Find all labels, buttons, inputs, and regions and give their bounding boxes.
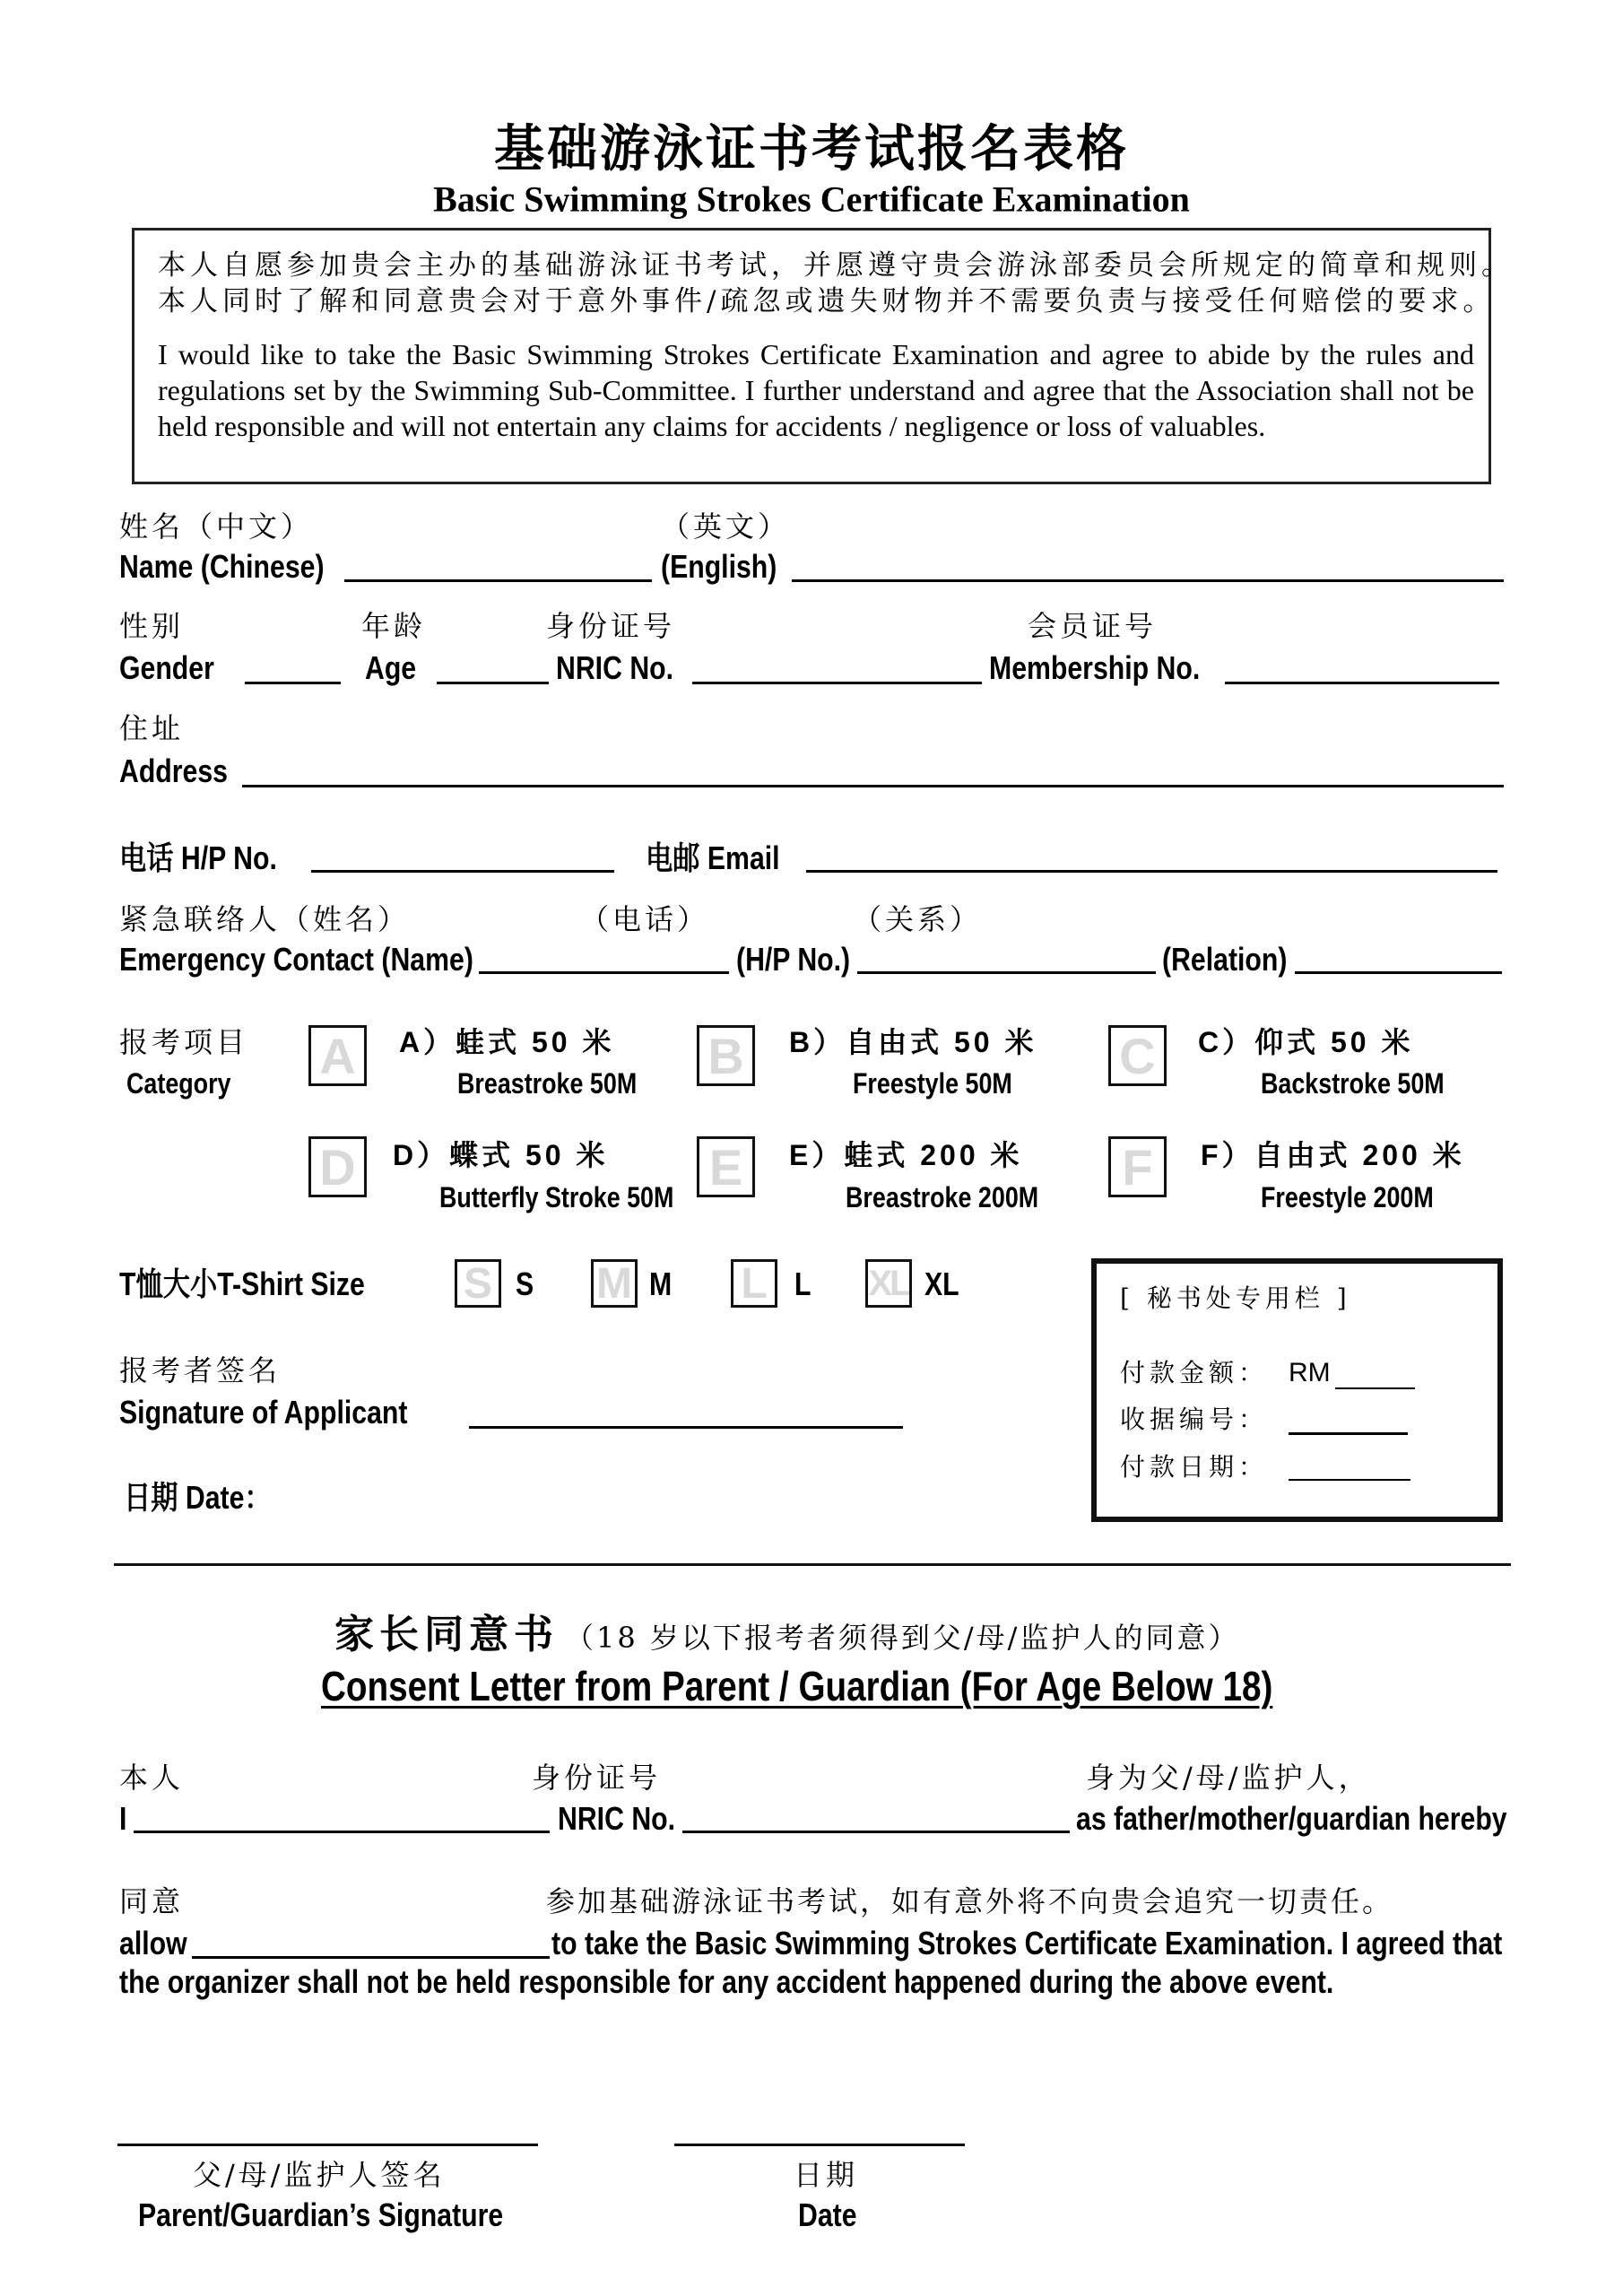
parent-signature-label-cn: 父/母/监护人签名 [193,2158,446,2192]
allow-label: allow [119,1925,187,1961]
category-d-label-cn: D）蝶式 50 米 [393,1139,609,1171]
tshirt-l-letter: L [741,1259,768,1308]
emergency-phone-label-cn: （电话） [580,902,710,936]
disclaimer-box [132,228,1514,484]
allow-label-cn: 同意 [119,1884,185,1918]
tshirt-m-letter: M [596,1259,632,1308]
payment-date-label: 付款日期： [1120,1452,1269,1482]
address-label: Address [119,752,229,789]
age-label: Age [365,649,417,686]
membership-label: Membership No. [989,649,1201,686]
tshirt-xl-checkbox[interactable] [865,1259,912,1308]
address-label-cn: 住址 [119,711,185,745]
disclaimer-cn-line2: 本人同时了解和同意贵会对于意外事件/疏忽或遗失财物并不需要负责与接受任何赔偿的要求。 [158,285,1496,317]
consent-title-cn: 家长同意书 [334,1612,559,1657]
tshirt-m-label: M [649,1265,673,1302]
allow-text-en-line2: the organizer shall not be held responsible for any accident happened during the above event. [119,1963,1334,2000]
category-f-checkbox[interactable] [1108,1136,1167,1197]
tshirt-m-checkbox[interactable] [591,1259,638,1308]
parent-name-field[interactable] [134,1831,550,1833]
parent-self-label: I [119,1800,127,1837]
allow-text-en: to take the Basic Swimming Strokes Certificate Examination. I agreed that [551,1925,1503,1961]
phone-field[interactable] [311,870,614,873]
name-chinese-label: Name (Chinese) [119,548,325,585]
category-label-cn: 报考项目 [119,1025,249,1059]
emergency-phone-label: (H/P No.) [736,941,851,978]
emergency-relation-field[interactable] [1295,971,1502,974]
emergency-relation-label: (Relation) [1162,941,1288,978]
name-english-label-cn: （英文） [661,509,791,544]
tshirt-size-label: T恤大小T-Shirt Size [119,1265,365,1302]
category-d-letter: D [319,1138,356,1196]
form-title-cn: 基础游泳证书考试报名表格 [494,119,1129,178]
parent-date-field[interactable] [674,2144,965,2146]
category-b-letter: B [707,1027,744,1084]
category-e-letter: E [708,1138,743,1196]
emergency-relation-label-cn: （关系） [853,902,983,936]
category-d-label: Butterfly Stroke 50M [439,1181,674,1213]
disclaimer-cn-line1: 本人自愿参加贵会主办的基础游泳证书考试，并愿遵守贵会游泳部委员会所规定的简章和规则。 [158,249,1514,282]
category-label: Category [126,1067,231,1100]
category-a-letter: A [319,1027,356,1084]
payment-amount-field[interactable] [1335,1387,1415,1389]
nric-label-cn: 身份证号 [546,609,676,643]
emergency-name-field[interactable] [479,971,729,974]
parent-date-label: Date [798,2196,857,2233]
category-a-label-cn: A）蛙式 50 米 [399,1026,615,1058]
name-english-field[interactable] [792,579,1504,582]
gender-field[interactable] [245,682,341,684]
email-label: 电邮 Email [646,839,780,876]
membership-label-cn: 会员证号 [1028,609,1158,643]
gender-label: Gender [119,649,214,686]
parent-signature-field[interactable] [117,2144,538,2146]
tshirt-l-checkbox[interactable] [731,1259,777,1308]
age-field[interactable] [437,682,549,684]
office-use-title: [ 秘书处专用栏 ] [1120,1283,1351,1313]
applicant-signature-label-cn: 报考者签名 [119,1353,282,1387]
emergency-contact-label-cn: 紧急联络人（姓名） [119,902,411,936]
nric-field[interactable] [692,682,982,684]
receipt-number-field[interactable] [1289,1432,1408,1435]
category-c-label-cn: C）仰式 50 米 [1198,1026,1414,1058]
address-field[interactable] [242,785,1504,787]
nric-label: NRIC No. [556,649,674,686]
category-d-checkbox[interactable] [308,1136,367,1197]
payment-amount-prefix: RM [1289,1358,1331,1387]
tshirt-xl-label: XL [924,1265,959,1302]
name-chinese-label-cn: 姓名（中文） [119,509,314,544]
payment-amount-label: 付款金额： [1120,1358,1269,1387]
applicant-signature-field[interactable] [469,1426,903,1429]
gender-label-cn: 性别 [119,609,185,643]
parent-date-label-cn: 日期 [794,2158,859,2192]
consent-title-en: Consent Letter from Parent / Guardian (For Age Below 18) [321,1663,1273,1709]
tshirt-s-checkbox[interactable] [455,1259,501,1308]
tshirt-xl-letter: XL [868,1263,909,1303]
age-label-cn: 年龄 [361,609,427,643]
category-f-label-cn: F）自由式 200 米 [1201,1139,1465,1171]
category-b-label-cn: B）自由式 50 米 [789,1026,1037,1058]
emergency-phone-field[interactable] [857,971,1156,974]
tshirt-s-label: S [516,1265,534,1302]
tshirt-l-label: L [794,1265,812,1302]
tshirt-s-letter: S [463,1259,492,1308]
category-a-checkbox[interactable] [308,1025,367,1086]
parent-nric-field[interactable] [682,1831,1070,1833]
payment-date-field[interactable] [1289,1479,1410,1481]
emergency-contact-label: Emergency Contact (Name) [119,941,473,978]
name-english-label: (English) [661,548,777,585]
membership-field[interactable] [1225,682,1499,684]
category-b-label: Freestyle 50M [853,1067,1012,1100]
email-field[interactable] [806,870,1497,873]
parent-role-label: as father/mother/guardian hereby [1076,1800,1507,1837]
allow-text-cn: 参加基础游泳证书考试，如有意外将不向贵会追究一切责任。 [546,1884,1394,1918]
applicant-date-label: 日期 Date： [124,1479,272,1516]
parent-self-label-cn: 本人 [119,1761,185,1795]
section-divider [114,1563,1511,1566]
parent-nric-label: NRIC No. [558,1800,676,1837]
child-name-field[interactable] [192,1956,550,1959]
category-a-label: Breastroke 50M [457,1067,638,1100]
category-b-checkbox[interactable] [697,1025,755,1086]
applicant-signature-label: Signature of Applicant [119,1394,408,1431]
phone-label: 电话 H/P No. [119,839,277,876]
parent-nric-label-cn: 身份证号 [532,1761,662,1795]
office-use-box [1091,1258,1503,1522]
category-e-label: Breastroke 200M [846,1181,1039,1213]
disclaimer-en-text: I would like to take the Basic Swimming Strokes Certificate Examination and agree to abide by the rules and regulations set by the Swimming Sub-Committee. I further understand and agree that the Association shall not be held responsible and will not entertain any claims for accidents / negligence or loss of valuables. [158,338,1474,442]
category-c-checkbox[interactable] [1108,1025,1167,1086]
consent-title-note-cn: （18 岁以下报考者须得到父/母/监护人的同意） [565,1621,1240,1655]
name-chinese-field[interactable] [344,579,652,582]
category-e-checkbox[interactable] [697,1136,755,1197]
receipt-number-label: 收据编号： [1120,1405,1269,1434]
category-f-label: Freestyle 200M [1261,1181,1434,1213]
category-c-letter: C [1119,1027,1156,1084]
category-e-label-cn: E）蛙式 200 米 [789,1139,1023,1171]
form-title-en: Basic Swimming Strokes Certificate Examination [433,178,1190,220]
parent-signature-label: Parent/Guardian’s Signature [138,2196,504,2233]
category-f-letter: F [1122,1138,1153,1196]
category-c-label: Backstroke 50M [1261,1067,1445,1100]
parent-role-label-cn: 身为父/母/监护人， [1086,1761,1371,1795]
